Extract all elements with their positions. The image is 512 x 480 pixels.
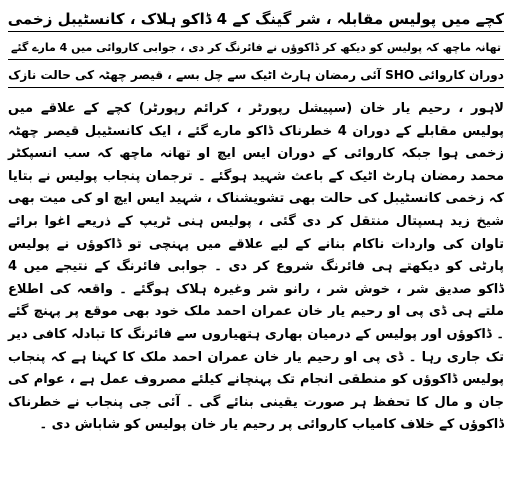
headline-secondary: تھانہ ماچھ کہ پولیس کو دیکھ کر ڈاکوؤں نے فائرنگ کر دی ، جوابی کاروائی میں 4 مارے گئے	[8, 36, 504, 60]
article-body: لاہور ، رحیم یار خان (سپیشل رپورٹر ، کرائم رپورٹر) کچے کے علاقے میں پولیس مقابلے کے دوران 4 خطرناک ڈاکو مارے گئے ، ایک کانسٹیبل قیصر چھٹہ زخمی ہوا جبکہ کاروائی کے دوران ایس ایچ او تھانہ ماچھ کہ سب انسپکٹر محمد رمضان ہارٹ اٹیک کے باعث شہید ہوگئے ۔ ترجمان پنجاب پولیس نے بتایا کہ زخمی کانسٹیبل کی حالت بھی تشویشناک ، شہید ایس ایچ او کی میت بھی شیخ زید ہسپتال منتقل کر دی گئی ، پولیس ہنی ٹریپ کے ذریعے اغوا برائے تاوان کی واردات ناکام بنانے کے لیے علاقے میں پہنچی تو ڈاکوؤں نے پولیس پارٹی کو دیکھتے ہی فائرنگ شروع کر دی ۔ جوابی فائرنگ کے نتیجے میں 4 ڈاکو صدیق شر ، خوش شر ، رانو شر وغیرہ ہلاک ہوگئے ۔ واقعہ کی اطلاع ملتے ہی ڈی پی او رحیم یار خان عمران احمد ملک خود بھی موقع پر پہنچ گئے ۔ ڈاکوؤں اور پولیس کے درمیان بھاری ہتھیاروں سے فائرنگ کا تبادلہ کافی دیر تک جاری رہا ۔ ڈی پی او رحیم یار خان عمران احمد ملک کا کہنا ہے کہ پنجاب پولیس ڈاکوؤں کو منطقی انجام تک پہنچانے کیلئے مصروف عمل ہے ، عوام کی جان و مال کا تحفظ ہر صورت یقینی بنائے گی ۔ آئی جی پنجاب نے خطرناک ڈاکوؤں کے خلاف کامیاب کاروائی پر رحیم یار خان پولیس کو شاباش دی ۔	[8, 101, 504, 433]
headline-primary: کچے میں پولیس مقابلہ ، شر گینگ کے 4 ڈاکو ہلاک ، کانسٹیبل زخمی	[8, 8, 504, 32]
headline-tertiary: دوران کاروائی SHO آئی رمضان ہارٹ اٹیک سے چل بسے ، قیصر چھٹہ کی حالت نازک	[8, 64, 504, 88]
